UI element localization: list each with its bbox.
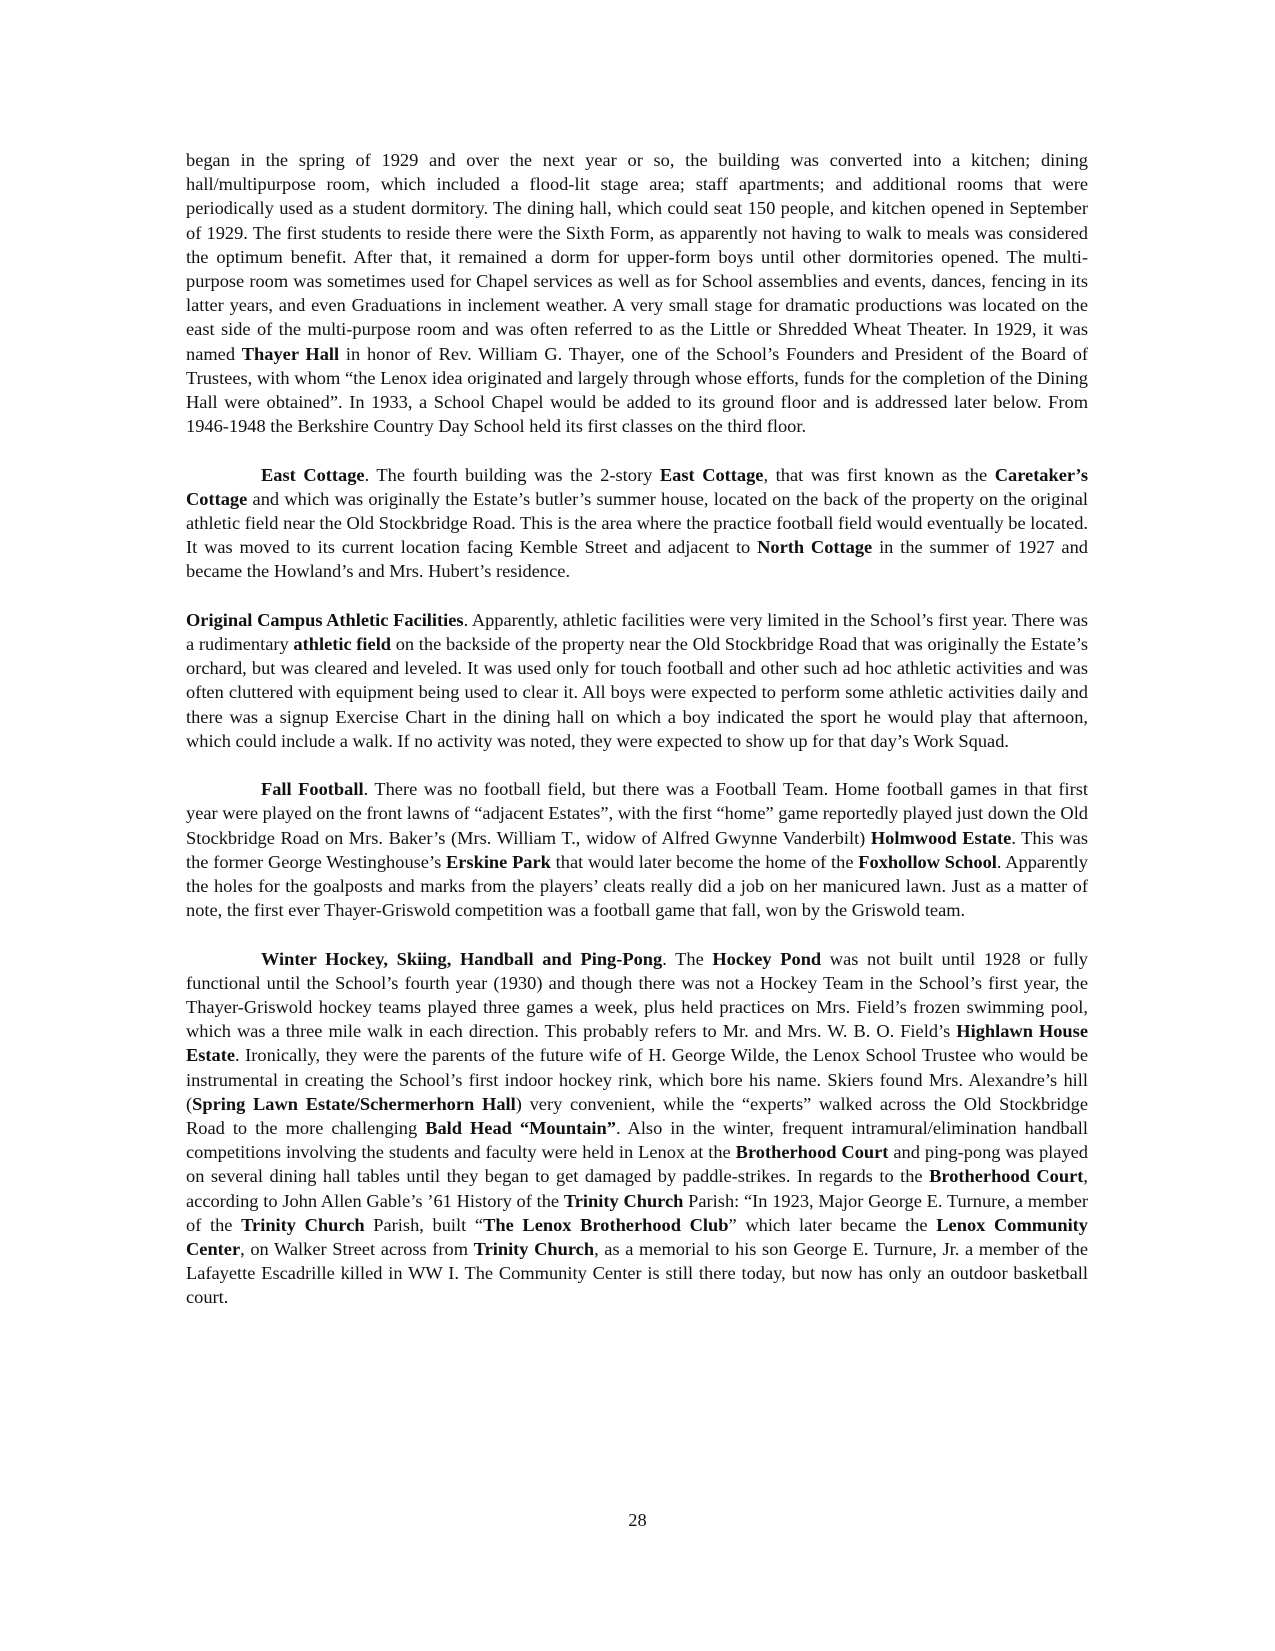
bold-term: Fall Football [261,779,364,800]
paragraph [186,947,1088,1310]
bold-term: Winter Hockey, Skiing, Handball and Ping-Pong [261,948,663,969]
text-run: Parish, built “ [364,1214,484,1235]
bold-term: Erskine Park [446,851,551,872]
bold-term: Holmwood Estate [870,827,1012,848]
bold-term: Brotherhood Court [929,1166,1084,1187]
text-run: , as a memorial to his son George E. Turnure, Jr. a member of the Lafayette Escadrille killed in WW I. The Community Center is still there today, but now has only an outdoor basketball court. [186,1239,1088,1308]
text-run: . Apparently the holes for the goalposts and marks from the players’ cleats really did a job on her manicured lawn. Just as a matter of note, the first ever Thayer-Griswold competition was a football game that fall, won by the Griswold team. [186,851,1088,921]
text-run: in the summer of 1927 and became the Howland’s and Mrs. Hubert’s residence. [186,537,1088,582]
bold-term: Original Campus Athletic Facilities [186,609,464,630]
text-run: was not built until 1928 or fully functional until the School’s fourth year (1930) and though there was not a Hockey Team in the School’s first year, the Thayer-Griswold hockey teams played three games a week, plus held practices on Mrs. Field’s frozen swimming pool, which was a three mile walk in each direction. This probably refers to Mr. and Mrs. W. B. O. Field’s [186,948,1088,1042]
text-run: began in the spring of 1929 and over the next year or so, the building was converted into a kitchen; dining hall/multipurpose room, which included a flood-lit stage area; staff apartments; and additional rooms that were periodically used as a student dormitory. The dining hall, which could seat 150 people, and kitchen opened in September of 1929. The first students to reside there were the Sixth Form, as apparently not having to walk to meals was considered the optimum benefit. After that, it remained a dorm for upper-form boys until other dormitories opened. The multi-purpose room was sometimes used for Chapel services as well as for School assemblies and events, dances, fencing in its latter years, and even Graduations in inclement weather. A very small stage for dramatic productions was located on the east side of the multi-purpose room and was often referred to as the Little or Shredded Wheat Theater. In 1929, it was named [186,150,1088,364]
bold-term: Lenox Community Center [186,1214,1089,1260]
bold-term: athletic field [293,634,392,655]
text-run: . Apparently, athletic facilities were very limited in the School’s first year. There was a rudimentary [186,609,1088,655]
text-run: , according to John Allen Gable’s ’61 History of the [186,1166,1089,1211]
bold-term: Thayer Hall [241,343,340,364]
text-run: ) very convenient, while the “experts” walked across the Old Stockbridge Road to the more challenging [186,1093,1088,1139]
paragraph [186,463,1088,584]
paragraph [186,148,1088,438]
text-run: Parish: “In 1923, Major George E. Turnure, a member of the [186,1190,1088,1235]
text-run: . Ironically, they were the parents of the future wife of H. George Wilde, the Lenox School Trustee who would be instrumental in creating the School’s first indoor hockey rink, which bore his name. Skiers found Mrs. Alexandre’s hill ( [186,1045,1088,1114]
bold-term: Bald Head “Mountain” [425,1118,616,1139]
text-run: . The [662,948,713,969]
bold-term: Highlawn House Estate [186,1021,1088,1066]
text-run: and ping-pong was played on several dining hall tables until they began to get damaged by paddle-strikes. In regards to the [186,1142,1089,1187]
bold-term: The Lenox Brotherhood Club [483,1214,729,1235]
bold-term: Trinity Church [473,1239,595,1260]
bold-term: Caretaker’s Cottage [186,464,1088,509]
text-run: . This was the former George Westinghouse’s [186,827,1089,872]
paragraph [186,608,1088,753]
bold-term: Foxhollow School [858,851,997,872]
bold-term: Trinity Church [241,1214,365,1235]
text-run: . Also in the winter, frequent intramural/elimination handball competitions involving the students and faculty were held in Lenox at the [186,1118,1088,1163]
bold-term: Trinity Church [563,1190,684,1211]
bold-term: East Cottage [659,464,764,485]
bold-term: Brotherhood Court [735,1142,889,1163]
paragraph [186,777,1088,922]
text-run: ” which later became the [728,1214,937,1235]
text-run: . The fourth building was the 2-story [364,464,660,485]
bold-term: North Cottage [757,537,873,558]
bold-term: Spring Lawn Estate/Schermerhorn Hall [192,1093,516,1114]
bold-term: Hockey Pond [712,948,822,969]
bold-term: East Cottage [261,464,365,485]
text-run: . There was no football field, but there was a Football Team. Home football games in that first year were played on the front lawns of “adjacent Estates”, with the first “home” game reportedly played just down the Old Stockbridge Road on Mrs. Baker’s (Mrs. William T., widow of Alfred Gwynne Vanderbilt) [186,779,1088,848]
text-run: , on Walker Street across from [240,1239,474,1260]
text-run: in honor of Rev. William G. Thayer, one of the School’s Founders and President of the Board of Trustees, with whom “the Lenox idea originated and largely through whose efforts, funds for the completion of the Dining Hall were obtained”. In 1933, a School Chapel would be added to its ground floor and is addressed later below. From 1946-1948 the Berkshire Country Day School held its first classes on the third floor. [186,343,1089,437]
text-run: , that was first known as the [763,464,995,485]
text-run: that would later become the home of the [550,851,859,872]
text-run: and which was originally the Estate’s butler’s summer house, located on the back of the property on the original athletic field near the Old Stockbridge Road. This is the area where the practice football field would eventually be located. It was moved to its current location facing Kemble Street and adjacent to [186,488,1088,558]
body-text [186,148,1088,1310]
text-run: on the backside of the property near the Old Stockbridge Road that was originally the Estate’s orchard, but was cleared and leveled. It was used only for touch football and other such ad hoc athletic activities and was often cluttered with equipment being used to clear it. All boys were expected to perform some athletic activities daily and there was a signup Exercise Chart in the dining hall on which a boy indicated the sport he would play that afternoon, which could include a walk. If no activity was noted, they were expected to show up for that day’s Work Squad. [186,634,1088,751]
page-number: 28 [628,1510,647,1530]
